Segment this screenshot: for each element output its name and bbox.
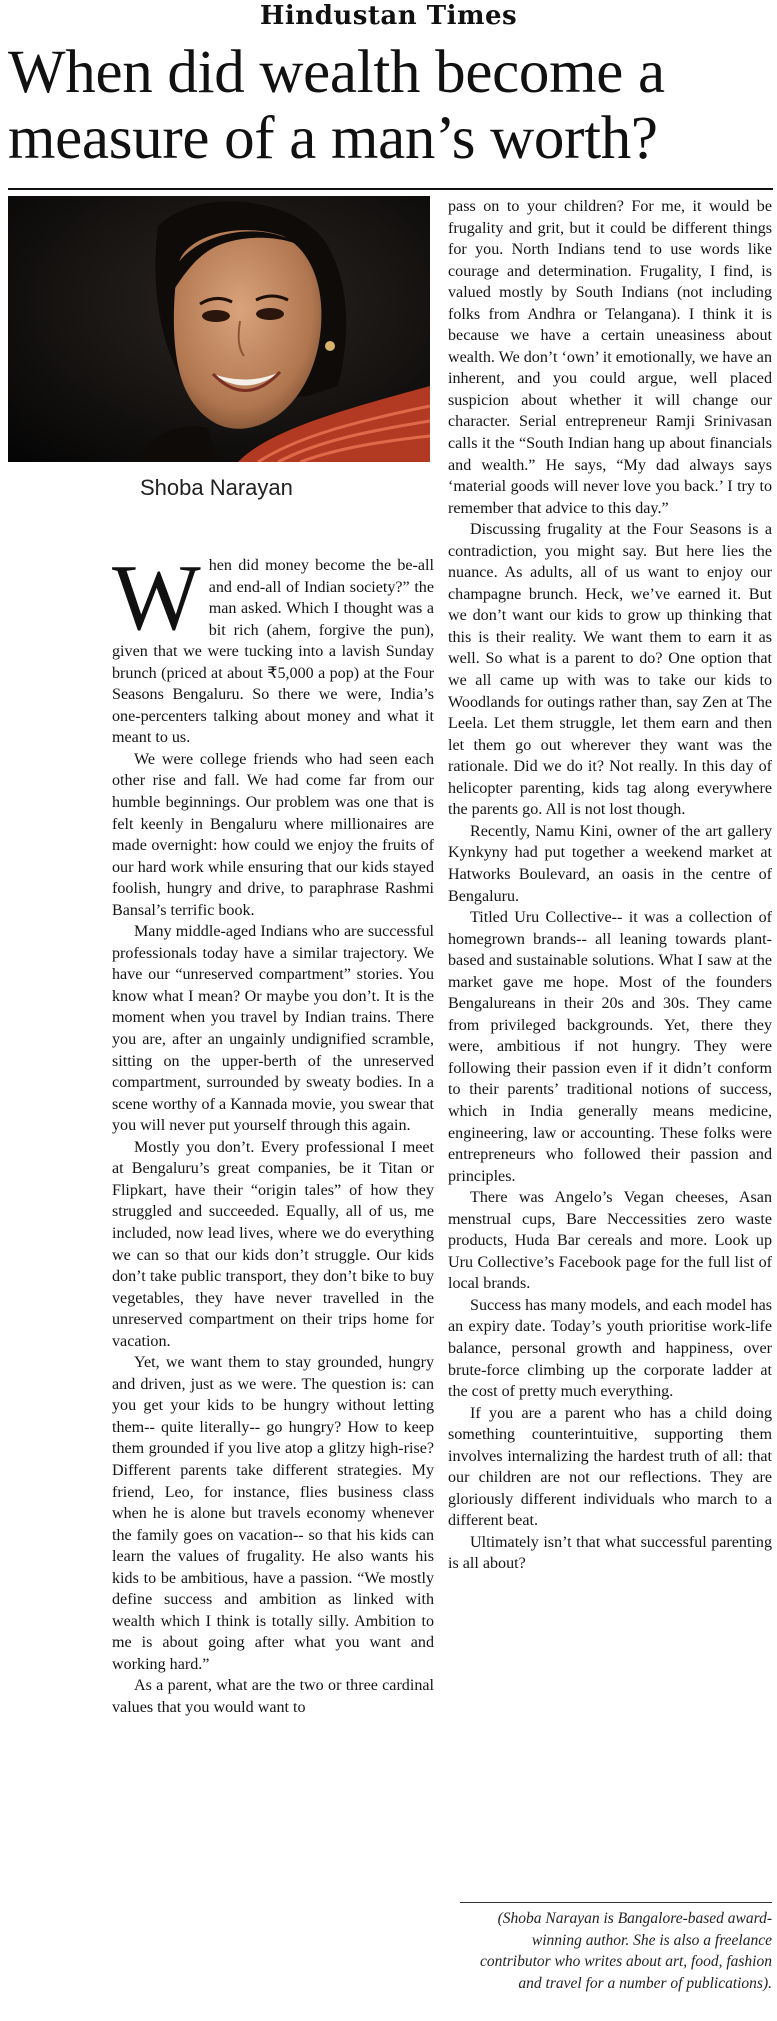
article-paragraph: Mostly you don’t. Every professional I meet at Bengaluru’s great companies, be it Titan or Flipkart, have their “origin tales” of how they struggled and succeeded. Equally, all of us, me included, now lead lives, where we do everything we can so that our kids don’t struggle. Our kids don’t take public transport, they don’t bike to buy vegetables, they have never travelled in the unreserved compartment on their trips home for vacation.	[112, 1138, 434, 1350]
article-paragraph: As a parent, what are the two or three cardinal values that you would want to	[112, 1677, 434, 1716]
author-photo	[8, 196, 430, 462]
masthead: Hindustan Times	[259, 1, 518, 31]
drop-cap: W	[112, 546, 201, 650]
article-paragraph: When did money become the be-all and end-all of Indian society?” the man asked. Which I thought was a bit rich (ahem, forgive the pun), given that we were tucking into a lavish Sunday brunch (priced at about ₹5,000 a pop) at the Four Seasons Bengaluru. So there we were, India’s one-percenters talking about money and what it meant to us.	[112, 546, 434, 747]
byline: Shoba Narayan	[140, 475, 293, 500]
author-note: (Shoba Narayan is Bangalore-based award-winning author. She is also a freelance contributor who writes about art, food, fashion and travel for a number of publications).	[480, 1910, 772, 1992]
article-right-column	[448, 196, 772, 1575]
article-paragraph: We were college friends who had seen each other rise and fall. We had come far from our humble beginnings. Our problem was one that is felt keenly in Bengaluru where millionaires are made overnight: how could we enjoy the fruits of our hard work while ensuring that our kids stayed foolish, hungry and drive, to paraphrase Rashmi Bansal’s terrific book.	[112, 750, 434, 919]
headline: When did wealth become a measure of a man’s worth?	[8, 39, 665, 172]
article-paragraph: If you are a parent who has a child doing something counterintuitive, supporting them involves internalizing the hardest truth of all: that our children are not our reflections. They are gloriously different individuals who march to a different beat.	[448, 1404, 772, 1530]
article-paragraph: Yet, we want them to stay grounded, hungry and driven, just as we were. The question is: can you get your kids to be hungry without letting them-- quite literally-- go hungry? How to keep them grounded if you live atop a glitzy high-rise? Different parents take different strategies. My friend, Leo, for instance, flies business class when he is alone but travels economy whenever the family goes on vacation-- so that his kids can learn the values of frugality. He also wants his kids to be ambitious, have a passion. “We mostly define success and ambition as linked with wealth which I think is totally silly. Ambition to me is about going after what you want and working hard.”	[112, 1354, 434, 1673]
article-paragraph: There was Angelo’s Vegan cheeses, Asan menstrual cups, Bare Neccessities zero waste products, Huda Bar cereals and more. Look up Uru Collective’s Facebook page for the full list of local brands.	[448, 1189, 772, 1293]
article-paragraph: Discussing frugality at the Four Seasons is a contradiction, you might say. But here lies the nuance. As adults, all of us want to enjoy our champagne brunch. Heck, we’ve earned it. But we don’t want our kids to grow up thinking that this is their reality. We want them to earn it as well. So what is a parent to do? One option that we all came up with was to take our kids to Woodlands for outings rather than, say Zen at The Leela. Let them struggle, let them earn and then let them go out wherever they want was the rationale. Did we do it? Not really. In this day of helicopter parenting, kids tag along everywhere the parents go. All is not lost though.	[448, 521, 772, 819]
author-note-rule	[460, 1902, 772, 1903]
top-rule	[8, 188, 773, 190]
article-paragraph: Titled Uru Collective-- it was a collection of homegrown brands-- all leaning towards plant-based and sustainable solutions. What I saw at the market gave me hope. Most of the founders Bengalureans in their 20s and 30s. They came from privileged backgrounds. Yet, there they were, ambitious if not hungry. They were following their passion even if it didn’t conform to their parents’ traditional notions of success, which in India generally means medicine, engineering, law or accounting. These folks were entrepreneurs who followed their passion and principles.	[448, 909, 772, 1185]
article-paragraph: Many middle-aged Indians who are successful professionals today have a similar trajectory. We have our “unreserved compartment” stories. You know what I mean? Or maybe you don’t. It is the moment when you travel by Indian trains. There you are, after an ungainly undignified scramble, sitting on the upper-berth of the unreserved compartment, surrounded by sweaty bodies. In a scene worthy of a Kannada movie, you swear that you will never put yourself through this again.	[112, 923, 434, 1135]
article-paragraph: Ultimately isn’t that what successful parenting is all about?	[448, 1533, 772, 1573]
article-paragraph: Success has many models, and each model has an expiry date. Today’s youth prioritise work-life balance, personal growth and happiness, over brute-force climbing up the corporate ladder at the cost of pretty much everything.	[448, 1296, 772, 1401]
article-paragraph: Recently, Namu Kini, owner of the art gallery Kynkyny had put together a weekend market at Hatworks Boulevard, an oasis in the centre of Bengaluru.	[448, 822, 772, 905]
author-portrait-illustration	[8, 196, 430, 462]
article-left-column	[112, 546, 434, 1719]
article-paragraph: pass on to your children? For me, it would be frugality and grit, but it could be different things for you. North Indians tend to use words like courage and determination. Frugality, I find, is valued mostly by South Indians (not including folks from Andhra or Telangana). I think it is because we have a certain uneasiness about wealth. We don’t ‘own’ it emotionally, we have an inherent, and you could argue, well placed suspicion about whether it will change our character. Serial entrepreneur Ramji Srinivasan calls it the “South Indian hang up about financials and wealth.” He says, “My dad always says ‘material goods will never love you back.’ I try to remember that advice to this day.”	[448, 198, 772, 517]
